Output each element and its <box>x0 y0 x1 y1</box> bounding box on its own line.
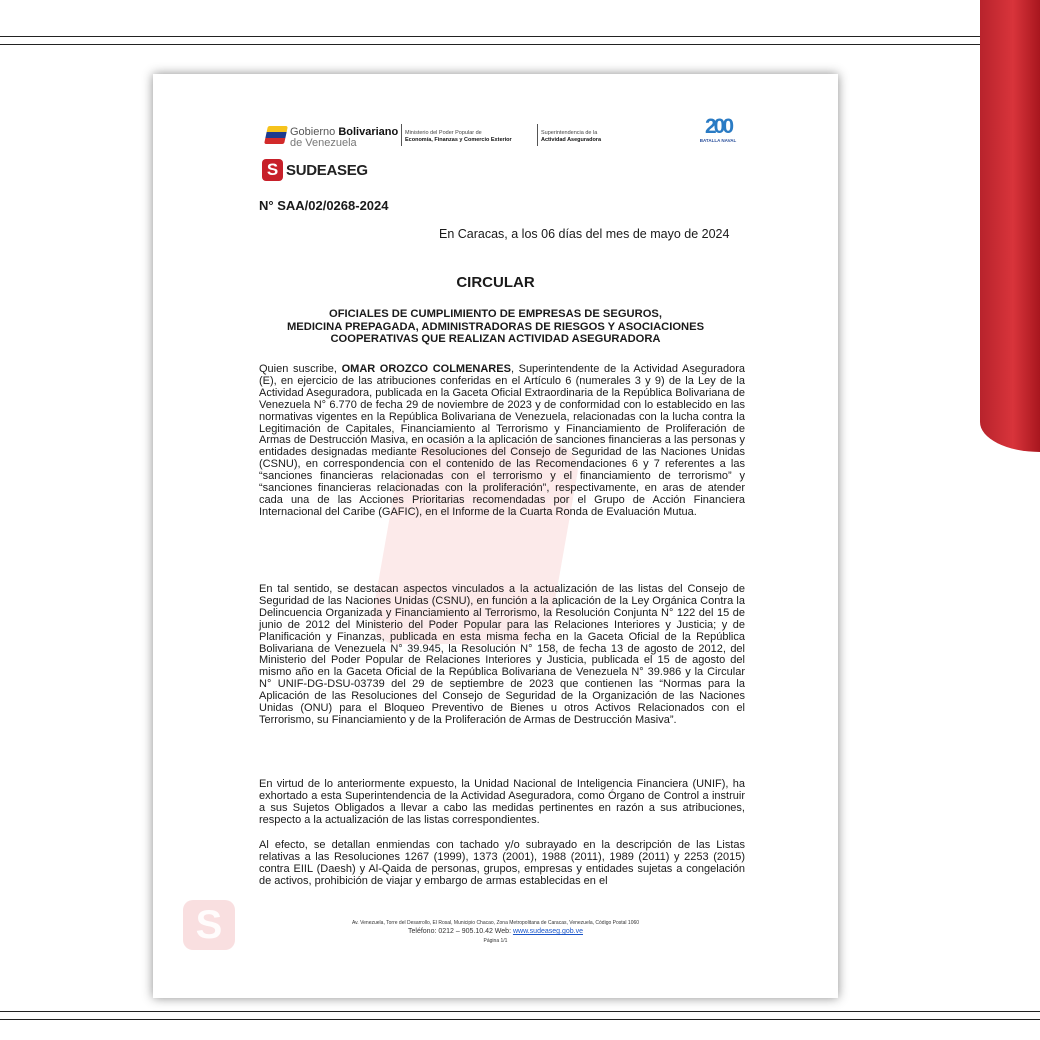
footer-address: Av. Venezuela, Torre del Desarrollo, El Rosal, Municipio Chacao, Zona Metropolitana de Caracas, Venezuela, Código Postal 1060 <box>351 920 640 926</box>
header-separator <box>401 124 402 146</box>
document-title: CIRCULAR <box>456 274 535 291</box>
document-page <box>153 74 838 998</box>
body-paragraph: En virtud de lo anteriormente expuesto, la Unidad Nacional de Inteligencia Financiera (UNIF), ha exhortado a esta Superintendencia de la Actividad Aseguradora, como Órgano de Control a instruir a sus Sujetos Obligados a llevar a cabo las medidas pertinentes en razón a sus atribuciones, respecto a la actualización de las listas correspondientes. <box>259 778 745 826</box>
gobierno-bolivariano-logo: Gobierno Bolivariano de Venezuela <box>290 126 399 149</box>
website-link[interactable]: www.sudeaseg.gob.ve <box>512 928 583 935</box>
bicentenario-logo: 200 BATALLA NAVAL <box>699 115 737 143</box>
body-paragraph: Al efecto, se detallan enmiendas con tachado y/o subrayado en la descripción de las Listas relativas a las Resoluciones 1267 (1999), 1373 (2001), 1988 (2011), 1989 (2011) y 2253 (2015) contra EIIL (Daesh) y Al-Qaida de personas, grupos, empresas y entidades sujetas a congelación de activos, prohibición de viajar y embargo de armas establecidas en el <box>259 839 745 887</box>
venezuela-flag-icon <box>264 126 288 144</box>
header-separator <box>537 124 538 146</box>
ministerio-label: Ministerio del Poder Popular de Economía, Finanzas y Comercio Exterior <box>405 130 512 143</box>
watermark-s-logo: S <box>183 900 235 950</box>
body-paragraph: En tal sentido, se destacan aspectos vinculados a la actualización de las listas del Consejo de Seguridad de las Naciones Unidas (CSNU), en función a la aplicación de la Ley Orgánica Contra la Delincuencia Organizada y Financiamiento al Terrorismo, la Resolución Conjunta N° 122 del 15 de junio de 2012 del Ministerio del Poder Popular para las Relaciones Interiores y Justicia; y de Planificación y Finanzas, publicada en esta misma fecha en la Gaceta Oficial de la República Bolivariana de Venezuela N° 39.945, la Resolución N° 158, de fecha 13 de agosto de 2012, del Ministerio del Poder Popular de Relaciones Interiores y Justicia, publicada el 15 de agosto del mismo año en la Gaceta Oficial de la República Bolivariana de Venezuela N° 39.986 y la Circular N° UNIF-DG-DSU-03739 del 29 de septiembre de 2023 que contienen las “Normas para la Aplicación de las Resoluciones del Consejo de Seguridad de la Organización de las Naciones Unidas (ONU) para el Bloqueo Preventivo de Bienes u otros Activos Relacionados con el Terrorismo, su Financiamiento y de la Proliferación de Armas de Destrucción Masiva”. <box>259 583 745 726</box>
sudeaseg-logo-icon: S <box>262 159 283 181</box>
red-corner-decoration <box>980 0 1040 452</box>
bottom-border-line <box>0 1011 1040 1012</box>
document-subject: OFICIALES DE CUMPLIMIENTO DE EMPRESAS DE SEGUROS, MEDICINA PREPAGADA, ADMINISTRADORAS DE RIESGOS Y ASOCIACIONES COOPERATIVAS QUE REALIZAN ACTIVIDAD ASEGURADORA <box>286 308 705 345</box>
document-number: N° SAA/02/0268-2024 <box>259 198 389 213</box>
body-paragraph: Quien suscribe, OMAR OROZCO COLMENARES, Superintendente de la Actividad Aseguradora (E), en ejercicio de las atribuciones conferidas en el Artículo 6 (numerales 3 y 9) de la Ley de la Actividad Aseguradora, publicada en la Gaceta Oficial Extraordinaria de la República Bolivariana de Venezuela N° 6.770 de fecha 29 de noviembre de 2023 y de conformidad con lo establecido en las normativas vigentes en la República Bolivariana de Venezuela, relacionadas con la lucha contra la Legitimación de Capitales, Financiamiento al Terrorismo y Financiamiento de Proliferación de Armas de Destrucción Masiva, en ocasión a la aplicación de sanciones financieras a las personas y entidades designadas mediante Resoluciones del Consejo de Seguridad de las Naciones Unidas (CSNU), en correspondencia con el contenido de las Recomendaciones 6 y 7 referentes a las “sanciones financieras relacionadas con el terrorismo y el financiamiento de terrorismo” y “sanciones financieras relacionadas con la proliferación”, respectivamente, en aras de atender cada una de las Acciones Prioritarias recomendadas por el Grupo de Acción Financiera Internacional del Caribe (GAFIC), en el Informe de la Cuarta Ronda de Evaluación Mutua. <box>259 363 745 518</box>
document-date: En Caracas, a los 06 días del mes de mayo de 2024 <box>439 227 730 241</box>
footer-contact: Teléfono: 0212 – 905.10.42 Web: www.sudeaseg.gob.ve <box>408 928 583 935</box>
footer-page-number: Página 1/1 <box>483 938 508 944</box>
top-border-line <box>0 36 1040 37</box>
sudeaseg-logo-name: SUDEASEG <box>286 162 368 179</box>
top-border-line <box>0 44 1040 45</box>
superintendencia-label: Superintendencia de la Actividad Aseguradora <box>541 130 602 143</box>
bottom-border-line <box>0 1019 1040 1020</box>
